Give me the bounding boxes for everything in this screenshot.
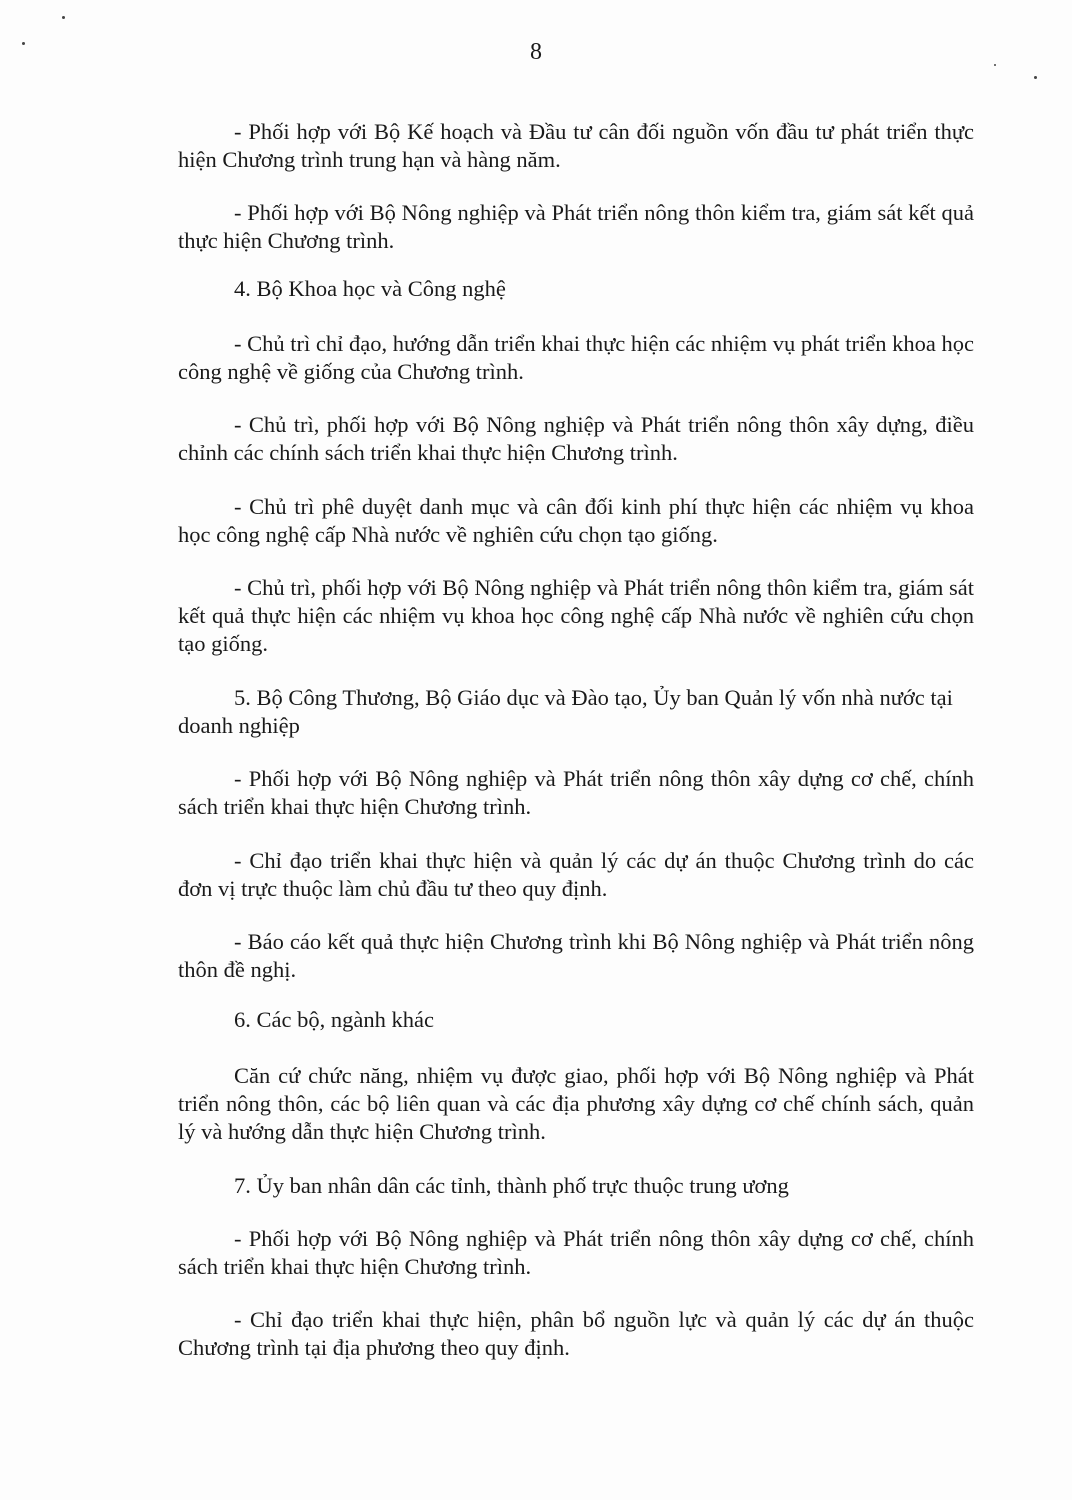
heading-section-7: 7. Ủy ban nhân dân các tỉnh, thành phố trực thuộc trung ương: [234, 1173, 789, 1198]
paragraph-bkhdt-supervision: - Phối hợp với Bộ Nông nghiệp và Phát triển nông thôn kiểm tra, giám sát kết quả thực hiện Chương trình.: [178, 200, 974, 253]
paragraph-other-ministries: Căn cứ chức năng, nhiệm vụ được giao, phối hợp với Bộ Nông nghiệp và Phát triển nông thôn, các bộ liên quan và các địa phương xây dựng cơ chế chính sách, quản lý và hướng dẫn thực hiện Chương trình.: [178, 1063, 974, 1144]
paragraph-khcn-approve: - Chủ trì phê duyệt danh mục và cân đối kinh phí thực hiện các nhiệm vụ khoa học công nghệ cấp Nhà nước về nghiên cứu chọn tạo giống.: [178, 494, 974, 547]
paragraph-khcn-policy: - Chủ trì, phối hợp với Bộ Nông nghiệp và Phát triển nông thôn xây dựng, điều chỉnh các chính sách triển khai thực hiện Chương trình.: [178, 412, 974, 465]
paragraph-bct-policy: - Phối hợp với Bộ Nông nghiệp và Phát triển nông thôn xây dựng cơ chế, chính sách triển khai thực hiện Chương trình.: [178, 766, 974, 819]
paragraph-khcn-supervision: - Chủ trì, phối hợp với Bộ Nông nghiệp và Phát triển nông thôn kiểm tra, giám sát kết quả thực hiện các nhiệm vụ khoa học công nghệ cấp Nhà nước về nghiên cứu chọn tạo giống.: [178, 575, 974, 656]
paragraph-khcn-direct: - Chủ trì chỉ đạo, hướng dẫn triển khai thực hiện các nhiệm vụ phát triển khoa học công nghệ về giống của Chương trình.: [178, 331, 974, 384]
paragraph-ubnd-policy: - Phối hợp với Bộ Nông nghiệp và Phát triển nông thôn xây dựng cơ chế, chính sách triển khai thực hiện Chương trình.: [178, 1226, 974, 1279]
heading-section-6: 6. Các bộ, ngành khác: [234, 1007, 434, 1032]
paragraph-bkhdt-funding: - Phối hợp với Bộ Kế hoạch và Đầu tư cân đối nguồn vốn đầu tư phát triển thực hiện Chương trình trung hạn và hàng năm.: [178, 119, 974, 172]
paragraph-bct-report: - Báo cáo kết quả thực hiện Chương trình khi Bộ Nông nghiệp và Phát triển nông thôn đề nghị.: [178, 929, 974, 982]
scan-speck: [1034, 76, 1037, 79]
paragraph-ubnd-projects: - Chỉ đạo triển khai thực hiện, phân bổ nguồn lực và quản lý các dự án thuộc Chương trình tại địa phương theo quy định.: [178, 1307, 974, 1360]
scan-speck: [994, 64, 996, 66]
paragraph-bct-projects: - Chỉ đạo triển khai thực hiện và quản lý các dự án thuộc Chương trình do các đơn vị trực thuộc làm chủ đầu tư theo quy định.: [178, 848, 974, 901]
page-number: 8: [530, 39, 542, 65]
scan-speck: [22, 42, 25, 45]
heading-section-4: 4. Bộ Khoa học và Công nghệ: [234, 276, 506, 301]
heading-section-5: 5. Bộ Công Thương, Bộ Giáo dục và Đào tạo, Ủy ban Quản lý vốn nhà nước tại doanh nghiệp: [178, 685, 953, 738]
scan-speck: [62, 16, 65, 19]
